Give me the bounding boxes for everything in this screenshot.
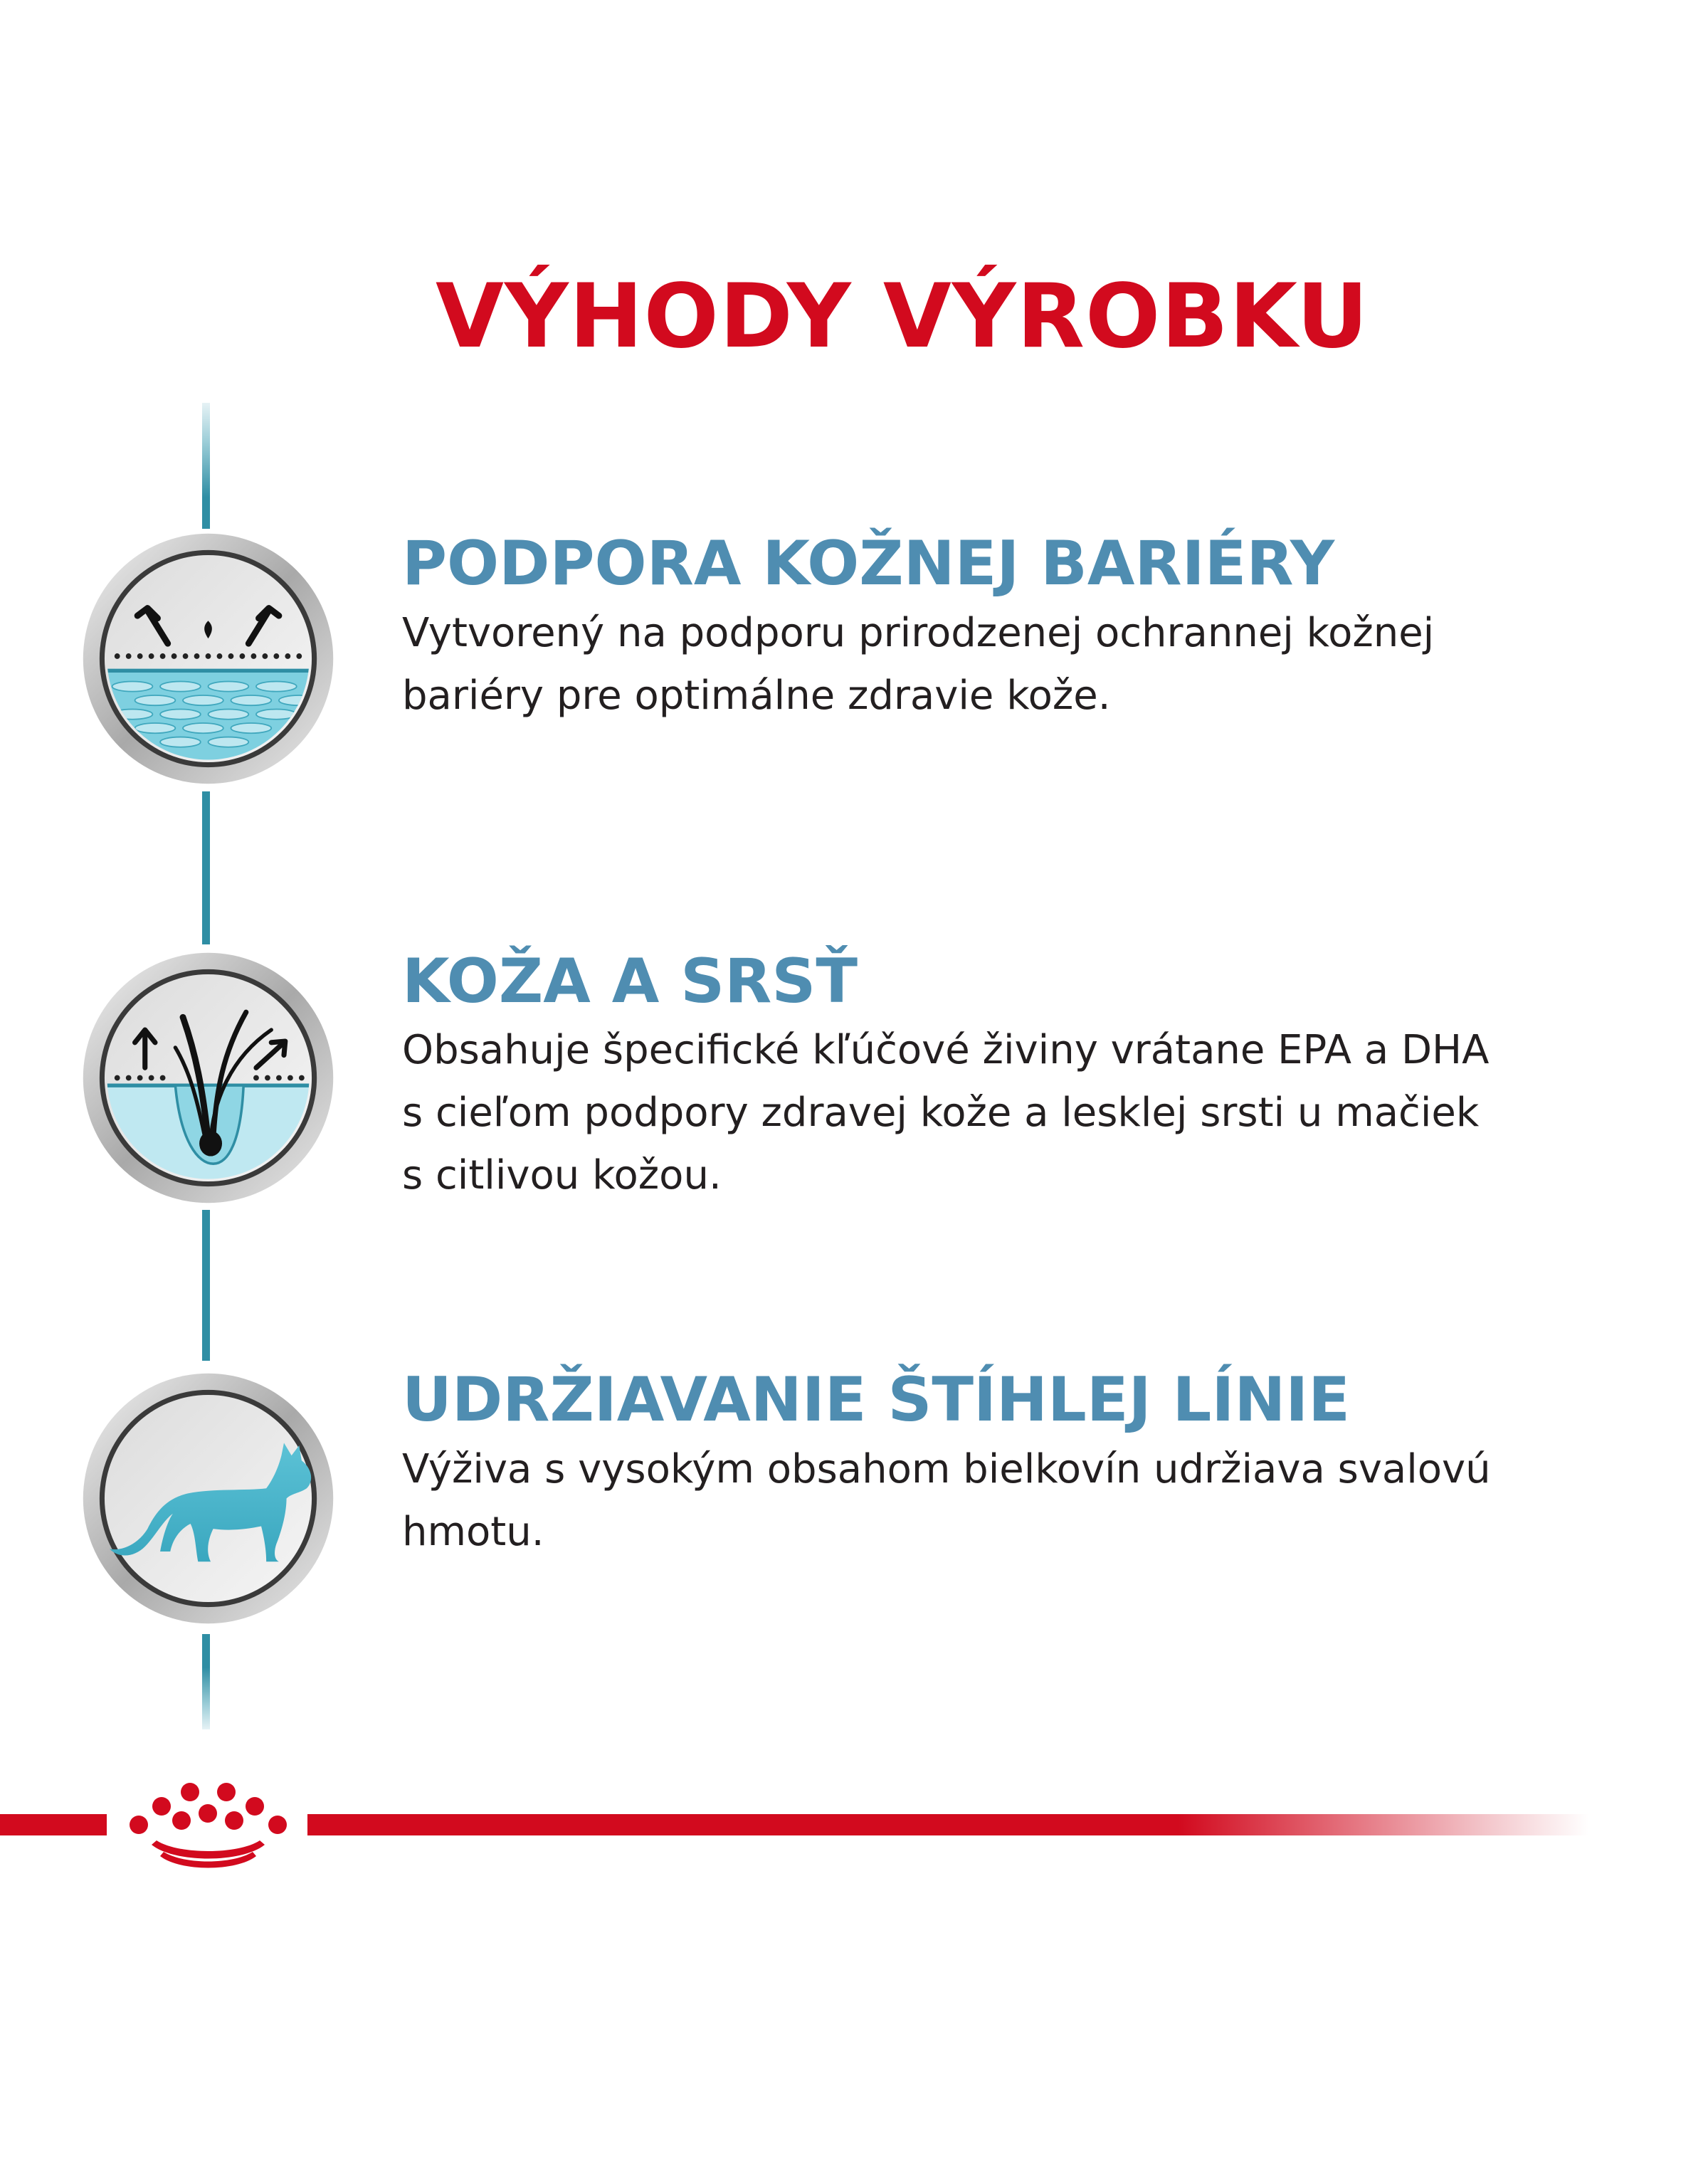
skin-and-coat-icon: [82, 952, 334, 1204]
skin-barrier-icon: [82, 532, 334, 785]
timeline-segment: [202, 791, 210, 944]
timeline-segment: [202, 403, 210, 529]
benefit-description: Obsahuje špecifické kľúčové živiny vrátane EPA a DHA s cieľom podpory zdravej kože a lesklej srsti u mačiek s citlivou kožou.: [402, 1027, 1490, 1198]
benefit-description: Výživa s vysokým obsahom bielkovín udržiava svalovú hmotu.: [402, 1446, 1491, 1555]
brand-divider-left: [0, 1814, 107, 1835]
page-title: VÝHODY VÝROBKU: [436, 265, 1369, 368]
brand-divider-right: [307, 1814, 1588, 1835]
timeline-segment: [202, 1634, 210, 1729]
benefit-heading: KOŽA A SRSŤ: [402, 946, 858, 1017]
cat-silhouette-icon: [82, 1372, 334, 1625]
benefit-heading: PODPORA KOŽNEJ BARIÉRY: [402, 528, 1335, 599]
benefit-heading: UDRŽIAVANIE ŠTÍHLEJ LÍNIE: [402, 1364, 1351, 1435]
benefit-description: Vytvorený na podporu prirodzenej ochrannej kožnej bariéry pre optimálne zdravie kože.: [402, 610, 1435, 719]
timeline-segment: [202, 1210, 210, 1361]
royal-canin-crown-icon: [117, 1772, 299, 1879]
